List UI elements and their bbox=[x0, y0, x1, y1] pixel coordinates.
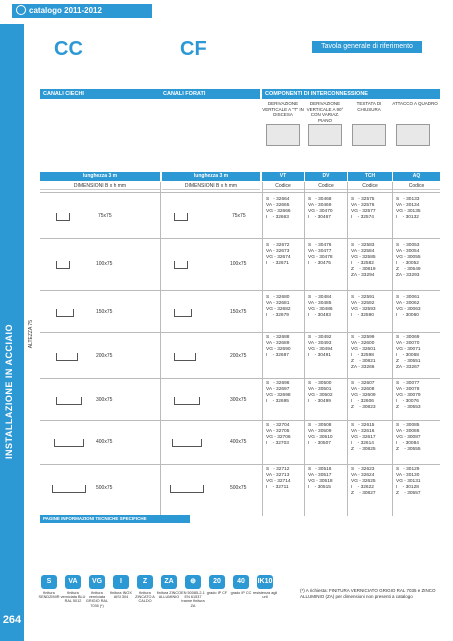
codes-tch: S - 32583 VA - 32584 VG - 32585 I - 32582 Z - 30819 ZA - 33294 bbox=[351, 243, 376, 278]
profile-icon bbox=[174, 397, 200, 405]
codes-vt: S - 32704 VA - 32705 VG - 32706 I - 32703 bbox=[266, 423, 291, 446]
codes-aq: S - 30085 VA - 30086 VG - 30087 I - 30084 Z - 30555 bbox=[396, 423, 421, 452]
certification-icon: ⊕ EN 50085-2-1 EN 61537 tranne finitura ZA bbox=[184, 575, 202, 608]
table-row bbox=[40, 378, 440, 420]
codes-dv: S - 30516 VA - 30517 VG - 30518 I - 30515 bbox=[308, 467, 333, 490]
side-bar bbox=[0, 24, 24, 614]
size-right: 150x75 bbox=[230, 309, 247, 315]
profile-icon bbox=[54, 439, 84, 447]
size-right: 200x75 bbox=[230, 353, 247, 359]
profile-icon bbox=[170, 485, 204, 493]
profile-icon bbox=[56, 353, 78, 361]
brand-text: catalogo 2011-2012 bbox=[29, 6, 102, 15]
codes-vt: S - 32664 VA - 32665 VG - 32666 I - 32663 bbox=[266, 197, 291, 220]
accessory-label-dv: DERIVAZIONE VERTICALE A 90° CON VARIAZ. PIANO bbox=[306, 101, 344, 123]
dims-right: DIMENSIONI B x h mm bbox=[162, 182, 260, 190]
brand-bar bbox=[12, 4, 152, 18]
header-canali-ciechi: CANALI CIECHI bbox=[40, 89, 160, 99]
codes-tch: S - 32623 VA - 32624 VG - 32625 I - 32622 Z - 30827 bbox=[351, 467, 376, 496]
table-row bbox=[40, 192, 440, 238]
col-head-vt: VT bbox=[262, 172, 304, 181]
codes-dv: S - 30468 VA - 30469 VG - 30470 I - 30467 bbox=[308, 197, 333, 220]
size-right: 400x75 bbox=[230, 439, 247, 445]
table-row bbox=[40, 464, 440, 514]
ip-cf: 20 grado IP CF bbox=[208, 575, 226, 595]
top-band bbox=[0, 0, 453, 24]
size-left: 200x75 bbox=[96, 353, 113, 359]
codes-vt: S - 32688 VA - 32689 VG - 32690 I - 32687 bbox=[266, 335, 291, 358]
profile-icon bbox=[174, 309, 192, 317]
finish-z: Z finitura ZINCATO A CALDO bbox=[136, 575, 154, 604]
codes-aq: S - 30069 VA - 30070 VG - 30071 I - 30068 Z - 30551 ZA - 33267 bbox=[396, 335, 421, 370]
codes-tch: S - 32599 VA - 32600 VG - 32601 I - 32598 Z - 30821 ZA - 33266 bbox=[351, 335, 376, 370]
size-right: 500x75 bbox=[230, 485, 247, 491]
dims-left: DIMENSIONI B x h mm bbox=[40, 182, 160, 190]
codes-aq: S - 30061 VA - 30062 VG - 30063 I - 30060 bbox=[396, 295, 421, 318]
finish-va: VA finitura verniciata BLU RAL 5012 bbox=[64, 575, 82, 604]
reference-table-button[interactable]: Tavola generale di riferimento bbox=[312, 41, 422, 53]
size-left: 150x75 bbox=[96, 309, 113, 315]
size-left: 300x75 bbox=[96, 397, 113, 403]
col-head-dv: DV bbox=[305, 172, 347, 181]
codes-dv: S - 30508 VA - 30509 VG - 30510 I - 30507 bbox=[308, 423, 333, 446]
codes-vt: S - 32696 VA - 32697 VG - 32698 I - 32695 bbox=[266, 381, 291, 404]
col-head-tch: TCH bbox=[348, 172, 392, 181]
profile-icon bbox=[174, 353, 196, 361]
accessory-label-vt: DERIVAZIONE VERTICALE A "T" IN DISCESA bbox=[262, 101, 304, 117]
code-head-dv: Codice bbox=[305, 182, 347, 190]
size-left: 400x75 bbox=[96, 439, 113, 445]
size-right: 300x75 bbox=[230, 397, 247, 403]
finish-i: I finitura INOX AISI 304 bbox=[112, 575, 130, 599]
length-left: lunghezza 3 m bbox=[40, 172, 160, 181]
codes-aq: S - 30053 VA - 30054 VG - 30055 I - 30052 Z - 30549 ZA - 33293 bbox=[396, 243, 421, 278]
length-right: lunghezza 3 m bbox=[162, 172, 260, 181]
section-label: INSTALLAZIONE IN ACCIAIO bbox=[4, 324, 14, 459]
accessory-label-aq: ATTACCO A QUADRO bbox=[392, 101, 438, 106]
table-row bbox=[40, 290, 440, 332]
aq-accessory-image bbox=[396, 124, 430, 146]
profile-icon bbox=[56, 397, 82, 405]
ip-cc: 40 grado IP CC bbox=[232, 575, 250, 595]
title-cc: CC bbox=[54, 38, 83, 60]
finish-vg: VG finitura verniciata GRIGIO RAL 7035 (*) bbox=[88, 575, 106, 608]
page-number: 264 bbox=[0, 600, 24, 641]
profile-icon bbox=[56, 309, 74, 317]
profile-icon bbox=[172, 439, 202, 447]
code-head-vt: Codice bbox=[262, 182, 304, 190]
altezza-label: ALTEZZA 75 bbox=[28, 320, 34, 349]
codes-aq: S - 30077 VA - 30078 VG - 30079 I - 30076 Z - 30553 bbox=[396, 381, 421, 410]
codes-dv: S - 30492 VA - 30493 VG - 30494 I - 30491 bbox=[308, 335, 333, 358]
profile-icon bbox=[56, 213, 70, 221]
col-head-aq: AQ bbox=[393, 172, 440, 181]
codes-dv: S - 30484 VA - 30485 VG - 30486 I - 30483 bbox=[308, 295, 333, 318]
codes-vt: S - 32712 VA - 32713 VG - 32714 I - 32711 bbox=[266, 467, 291, 490]
table-row bbox=[40, 420, 440, 464]
size-left: 100x75 bbox=[96, 261, 113, 267]
impact-resistance: IK10 resistenza agli urti bbox=[256, 575, 274, 599]
codes-aq: S - 30129 VA - 30130 VG - 30131 I - 30128 Z - 30557 bbox=[396, 467, 421, 496]
size-left: 75x75 bbox=[98, 213, 112, 219]
footnote: (*) A richiesta: FINITURA VERNICIATO GRIGIO RAL 7035 e ZINCO ALLUMINIO (ZA) per dimensioni non presenti a catalogo bbox=[300, 588, 436, 599]
profile-icon bbox=[52, 485, 86, 493]
finish-za: ZA finitura ZINCO ALLUMINIO bbox=[160, 575, 178, 599]
code-head-tch: Codice bbox=[348, 182, 392, 190]
header-componenti: COMPONENTI DI INTERCONNESSIONE bbox=[262, 89, 440, 99]
size-left: 500x75 bbox=[96, 485, 113, 491]
codes-dv: S - 30476 VA - 30477 VG - 30478 I - 30475 bbox=[308, 243, 333, 266]
code-head-aq: Codice bbox=[393, 182, 440, 190]
title-cf: CF bbox=[180, 38, 207, 60]
codes-tch: S - 32607 VA - 32608 VG - 32609 I - 32606 Z - 30823 bbox=[351, 381, 376, 410]
dv-accessory-image bbox=[308, 124, 342, 146]
technical-info-link[interactable]: PAGINE INFORMAZIONI TECNICHE SPECIFICHE bbox=[40, 515, 190, 523]
brand-logo-icon bbox=[16, 5, 26, 15]
codes-vt: S - 32672 VA - 32673 VG - 32674 I - 32671 bbox=[266, 243, 291, 266]
accessory-label-tch: TESTATA DI CHIUSURA bbox=[356, 101, 382, 112]
codes-vt: S - 32680 VA - 32681 VG - 32682 I - 32679 bbox=[266, 295, 291, 318]
codes-tch: S - 32591 VA - 32592 VG - 32593 I - 32590 bbox=[351, 295, 376, 318]
table-row bbox=[40, 332, 440, 378]
size-right: 75x75 bbox=[232, 213, 246, 219]
codes-aq: S - 30133 VA - 30134 VG - 30135 I - 30132 bbox=[396, 197, 421, 220]
table-row bbox=[40, 238, 440, 290]
profile-icon bbox=[174, 261, 188, 269]
tch-accessory-image bbox=[352, 124, 386, 146]
codes-dv: S - 30500 VA - 30501 VG - 30502 I - 30499 bbox=[308, 381, 333, 404]
vt-accessory-image bbox=[266, 124, 300, 146]
size-right: 100x75 bbox=[230, 261, 247, 267]
profile-icon bbox=[174, 213, 188, 221]
header-canali-forati: CANALI FORATI bbox=[160, 89, 260, 99]
profile-icon bbox=[56, 261, 70, 269]
codes-tch: S - 32575 VA - 32576 VG - 32577 I - 32574 bbox=[351, 197, 376, 220]
codes-tch: S - 32615 VA - 32616 VG - 32617 I - 32614 Z - 30825 bbox=[351, 423, 376, 452]
finish-s: S finitura SENDZIMIR bbox=[40, 575, 58, 599]
